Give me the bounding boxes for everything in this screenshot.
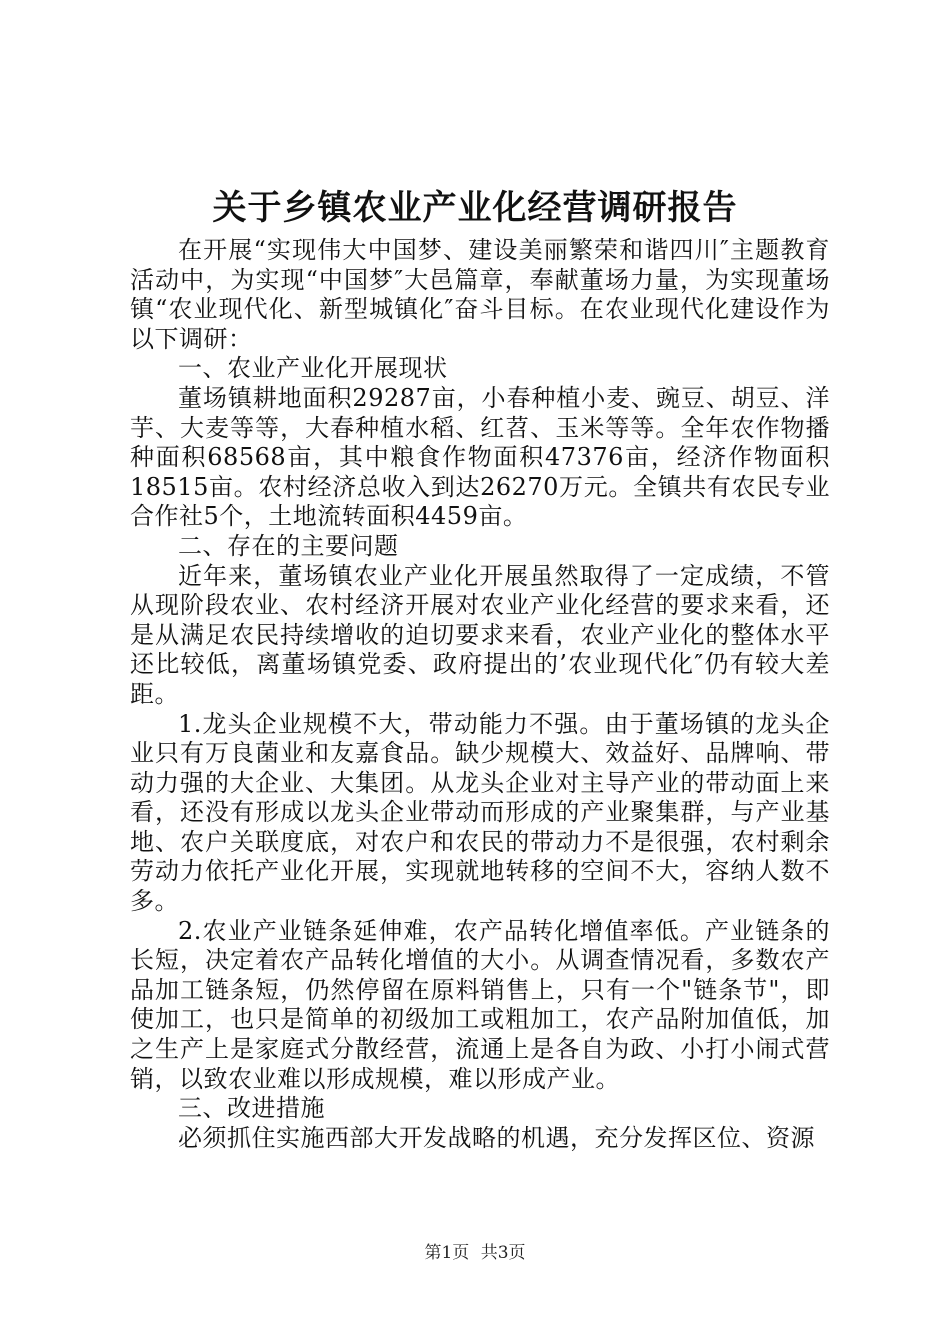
section-heading-status: 一、农业产业化开展现状 xyxy=(178,354,448,383)
page-number: 第1页 xyxy=(424,1243,470,1263)
problems-paragraph: 近年来，董场镇农业产业化开展虽然取得了一定成绩，不管从现阶段农业、农村经济开展对农业产业化经营的要求来看，还是从满足农民持续增收的迫切要求来看，农业产业化的整体水平还比较低，离董场镇党委、政府提出的’农业现代化″仍有较大差距。 xyxy=(130,561,830,708)
document-title: 关于乡镇农业产业化经营调研报告 xyxy=(212,188,738,228)
section-heading-problems: 二、存在的主要问题 xyxy=(178,531,399,560)
problem-item-2: 2.农业产业链条延伸难，农产品转化增值率低。产业链条的长短，决定着农产品转化增值的大小。从调查情况看，多数农产品加工链条短，仍然停留在原料销售上，只有一个"链条节"，即使加工，也只是简单的初级加工或粗加工，农产品附加值低，加之生产上是家庭式分散经营，流通上是各自为政、小打小闹式营销，以致农业难以形成规模，难以形成产业。 xyxy=(130,916,830,1093)
problem-item-1: 1.龙头企业规模不大，带动能力不强。由于董场镇的龙头企业只有万良菌业和友嘉食品。缺少规模大、效益好、品牌响、带动力强的大企业、大集团。从龙头企业对主导产业的带动面上来看，还没有形成以龙头企业带动而形成的产业聚集群，与产业基地、农户关联度底，对农户和农民的带动力不是很强，农村剩余劳动力依托产业化开展，实现就地转移的空间不大，容纳人数不多。 xyxy=(130,709,830,916)
measures-paragraph: 必须抓住实施西部大开发战略的机遇，充分发挥区位、资源 xyxy=(178,1123,815,1152)
section-heading-measures: 三、改进措施 xyxy=(178,1094,325,1123)
page-total: 共3页 xyxy=(480,1243,526,1263)
status-paragraph: 董场镇耕地面积29287亩，小春种植小麦、豌豆、胡豆、洋芋、大麦等等，大春种植水稻、红苕、玉米等等。全年农作物播种面积68568亩，其中粮食作物面积47376亩，经济作物面积18515亩。农村经济总收入到达26270万元。全镇共有农民专业合作社5个，土地流转面积4459亩。 xyxy=(130,383,830,531)
intro-paragraph: 在开展“实现伟大中国梦、建设美丽繁荣和谐四川″主题教育活动中，为实现“中国梦″大邑篇章，奉献董场力量，为实现董场镇“农业现代化、新型城镇化″奋斗目标。在农业现代化建设作为以下调研： xyxy=(130,236,830,353)
document-body xyxy=(130,236,830,1153)
page-footer xyxy=(0,1242,950,1264)
